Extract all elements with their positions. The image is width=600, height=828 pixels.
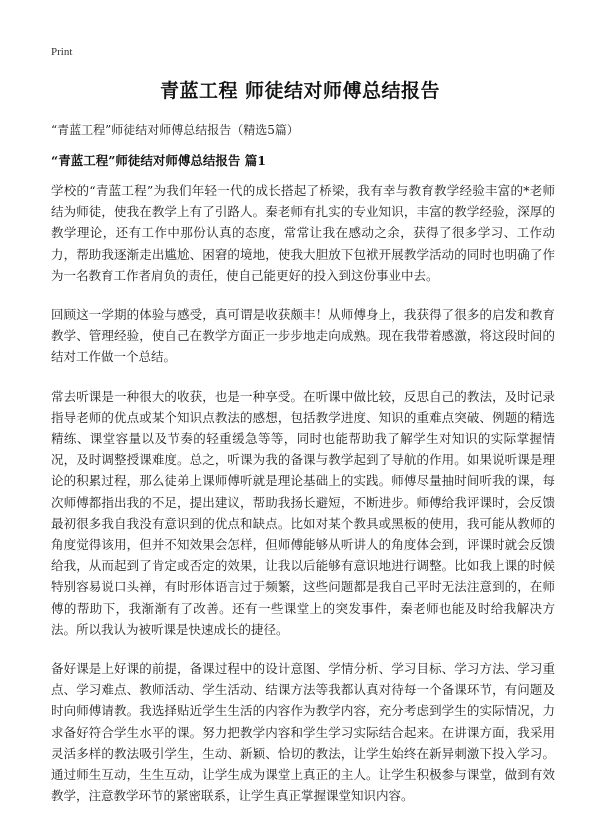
paragraph: 回顾这一学期的体验与感受，真可谓是收获颇丰！从师傅身上，我获得了很多的启发和教育教学、管理经验，使自己在教学方面正一步步地走向成熟。现在我带着感激，将这段时间的结对工作做一个总结。 [51,307,555,365]
paragraph: 常去听课是一种很大的收获，也是一种享受。在听课中做比较，反思自己的教法，及时记录指导老师的优点或某个知识点教法的感想，包括教学进度、知识的重难点突破、例题的精选精练、课堂容量以及节奏的轻重缓急等等，同时也能帮助我了解学生对知识的实际掌握情况，及时调整授课难度。总之，听课为我的备课与教学起到了导航的作用。如果说听课是理论的积累过程，那么徒弟上课师傅听就是理论基础上的实践。师傅尽量抽时间听我的课，每次师傅都指出我的不足，提出建议，帮助我扬长避短，不断进步。师傅给我评课时，会反馈最初很多我自我没有意识到的优点和缺点。比如对某个教具或黑板的使用，我可能从教师的角度觉得该用，但并不知效果会怎样，但师傅能够从听讲人的角度体会到，评课时就会反馈给我，从而起到了肯定或否定的效果，让我以后能够有意识地进行调整。比如我上课的时候特别容易说口头禅，有时形体语言过于频繁，这些问题都是我自己平时无法注意到的，在师傅的帮助下，我渐渐有了改善。还有一些课堂上的突发事件，秦老师也能及时给我解决方法。所以我认为被听课是快速成长的捷径。 [51,388,555,637]
paragraph: 备好课是上好课的前提，备课过程中的设计意图、学情分析、学习目标、学习方法、学习重点、学习难点、教师活动、学生活动、结课方法等我都认真对待每一个备课环节，有问题及时向师傅请教。我选择贴近学生生活的内容作为教学内容，充分考虑到学生的实际情况，力求备好符合学生水平的课。努力把教学内容和学生学习实际结合起来。在讲课方面，我采用灵活多样的教法吸引学生，生动、新颖、恰切的教法，让学生始终在新异刺激下投入学习。通过师生互动，生生互动，让学生成为课堂上真正的主人。让学生积极参与课堂，做到有效教学，注意教学环节的紧密联系，让学生真正掌握课堂知识内容。 [51,661,555,804]
page-title: 青蓝工程 师徒结对师傅总结报告 [159,80,441,102]
document-subtitle: “青蓝工程”师徒结对师傅总结报告（精选5篇） [51,123,299,137]
article-body [51,180,555,824]
section-heading: “青蓝工程”师徒结对师傅总结报告 篇1 [51,153,266,168]
print-link[interactable]: Print [51,46,73,58]
paragraph: 学校的“青蓝工程”为我们年轻一代的成长搭起了桥梁，我有幸与教育教学经验丰富的*老师结为师徒，使我在教学上有了引路人。秦老师有扎实的专业知识，丰富的教学经验，深厚的教学理论，还有工作中那份认真的态度，常常让我在感动之余，获得了很多学习、工作动力，帮助我逐渐走出尴尬、困窘的境地，使我大胆放下包袱开展教学活动的同时也明确了作为一名教育工作者肩负的责任，使自己能更好的投入到这份事业中去。 [51,183,555,283]
